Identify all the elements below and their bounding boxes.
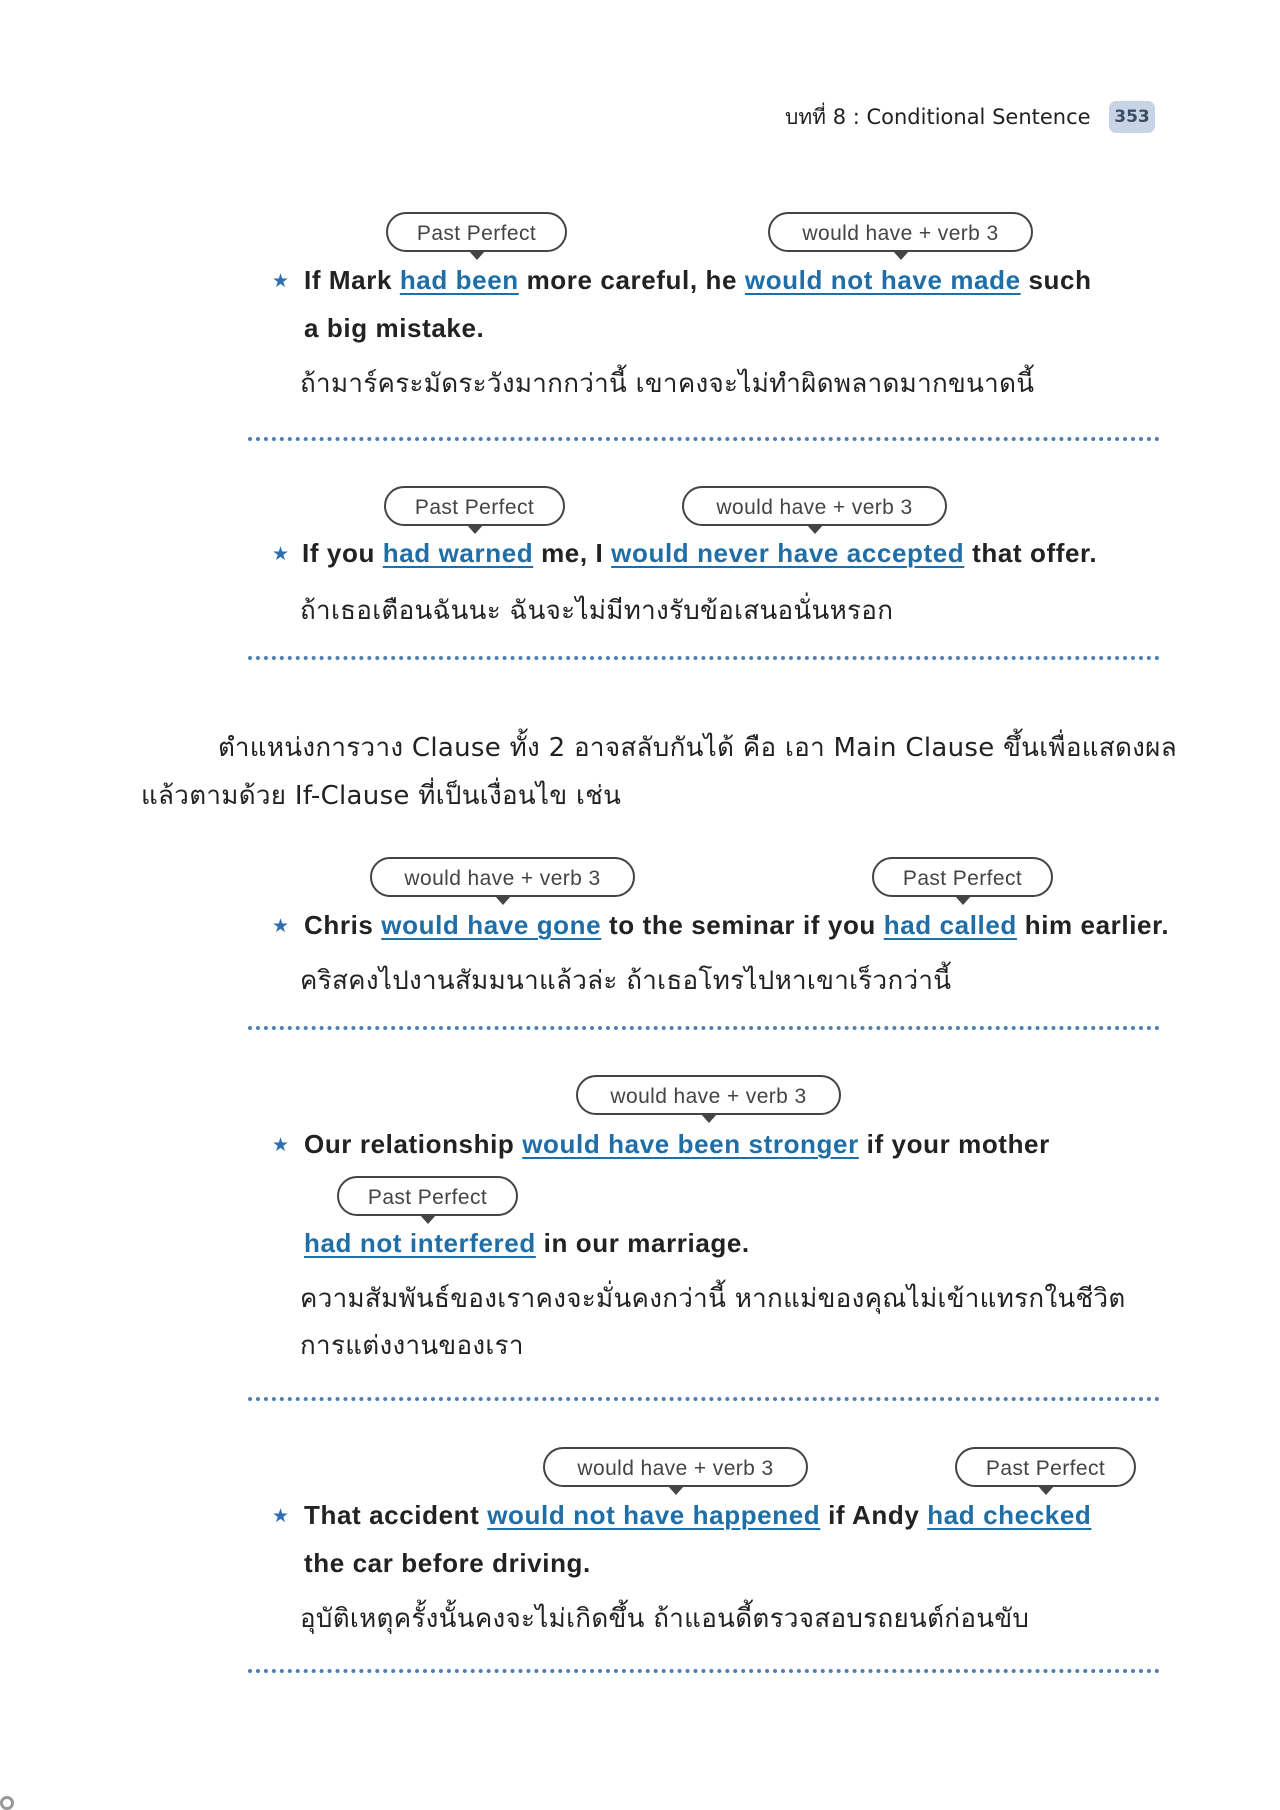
thai-translation: คริสคงไปงานสัมมนาแล้วล่ะ ถ้าเธอโทรไปหาเขาเร็วกว่านี้	[300, 966, 952, 996]
would-have-verb3-label: would have + verb 3	[768, 212, 1033, 252]
explanation-paragraph: ตำแหน่งการวาง Clause ทั้ง 2 อาจสลับกันได้ คือ เอา Main Clause ขึ้นเพื่อแสดงผล	[218, 733, 1177, 763]
would-have-verb3-label: would have + verb 3	[682, 486, 947, 526]
past-perfect-label: Past Perfect	[337, 1176, 518, 1216]
dotted-divider	[248, 1397, 1160, 1401]
highlight-verb: had been	[399, 265, 519, 295]
would-have-verb3-label: would have + verb 3	[543, 1447, 808, 1487]
star-icon: ★	[272, 1134, 290, 1156]
past-perfect-label: Past Perfect	[386, 212, 567, 252]
example-sentence: If you had warned me, I would never have accepted that offer.	[302, 538, 1098, 568]
past-perfect-label: Past Perfect	[955, 1447, 1136, 1487]
past-perfect-label: Past Perfect	[872, 857, 1053, 897]
example-sentence-continued: the car before driving.	[304, 1548, 591, 1578]
example-sentence: Chris would have gone to the seminar if you had called him earlier.	[304, 910, 1170, 940]
dotted-divider	[248, 656, 1160, 660]
example-sentence: Our relationship would have been stronger if your mother	[304, 1129, 1050, 1159]
would-have-verb3-label: would have + verb 3	[370, 857, 635, 897]
star-icon: ★	[272, 543, 290, 565]
thai-translation: ถ้าเธอเตือนฉันนะ ฉันจะไม่มีทางรับข้อเสนอนั่นหรอก	[300, 596, 894, 626]
star-icon: ★	[272, 270, 290, 292]
example-sentence-continued: a big mistake.	[304, 313, 485, 343]
highlight-verb: had called	[883, 910, 1017, 940]
dotted-divider	[248, 1026, 1160, 1030]
past-perfect-label: Past Perfect	[384, 486, 565, 526]
highlight-verb: would not have made	[744, 265, 1021, 295]
explanation-paragraph: แล้วตามด้วย If-Clause ที่เป็นเงื่อนไข เช่น	[141, 781, 622, 811]
highlight-verb: had not interfered	[304, 1228, 536, 1258]
highlight-verb: would never have accepted	[611, 538, 965, 568]
example-sentence: That accident would not have happened if Andy had checked	[304, 1500, 1092, 1530]
example-sentence: If Mark had been more careful, he would not have made such	[304, 265, 1092, 295]
thai-translation: ถ้ามาร์คระมัดระวังมากกว่านี้ เขาคงจะไม่ทำผิดพลาดมากขนาดนี้	[300, 369, 1035, 399]
highlight-verb: had checked	[927, 1500, 1092, 1530]
chapter-title: บทที่ 8 : Conditional Sentence	[785, 105, 1091, 129]
example-sentence-continued: had not interfered in our marriage.	[304, 1228, 750, 1258]
would-have-verb3-label: would have + verb 3	[576, 1075, 841, 1115]
thai-translation: อุบัติเหตุครั้งนั้นคงจะไม่เกิดขึ้น ถ้าแอนดี้ตรวจสอบรถยนต์ก่อนขับ	[300, 1604, 1030, 1634]
thai-translation: การแต่งงานของเรา	[300, 1331, 524, 1361]
star-icon: ★	[272, 1505, 290, 1527]
highlight-verb: would have gone	[381, 910, 602, 940]
highlight-verb: would not have happened	[487, 1500, 821, 1530]
corner-mark	[0, 1796, 14, 1810]
star-icon: ★	[272, 915, 290, 937]
dotted-divider	[248, 1669, 1160, 1673]
highlight-verb: would have been stronger	[522, 1129, 859, 1159]
page-number-badge: 353	[1109, 101, 1155, 133]
highlight-verb: had warned	[382, 538, 534, 568]
thai-translation: ความสัมพันธ์ของเราคงจะมั่นคงกว่านี้ หากแม่ของคุณไม่เข้าแทรกในชีวิต	[300, 1284, 1126, 1314]
dotted-divider	[248, 437, 1160, 441]
